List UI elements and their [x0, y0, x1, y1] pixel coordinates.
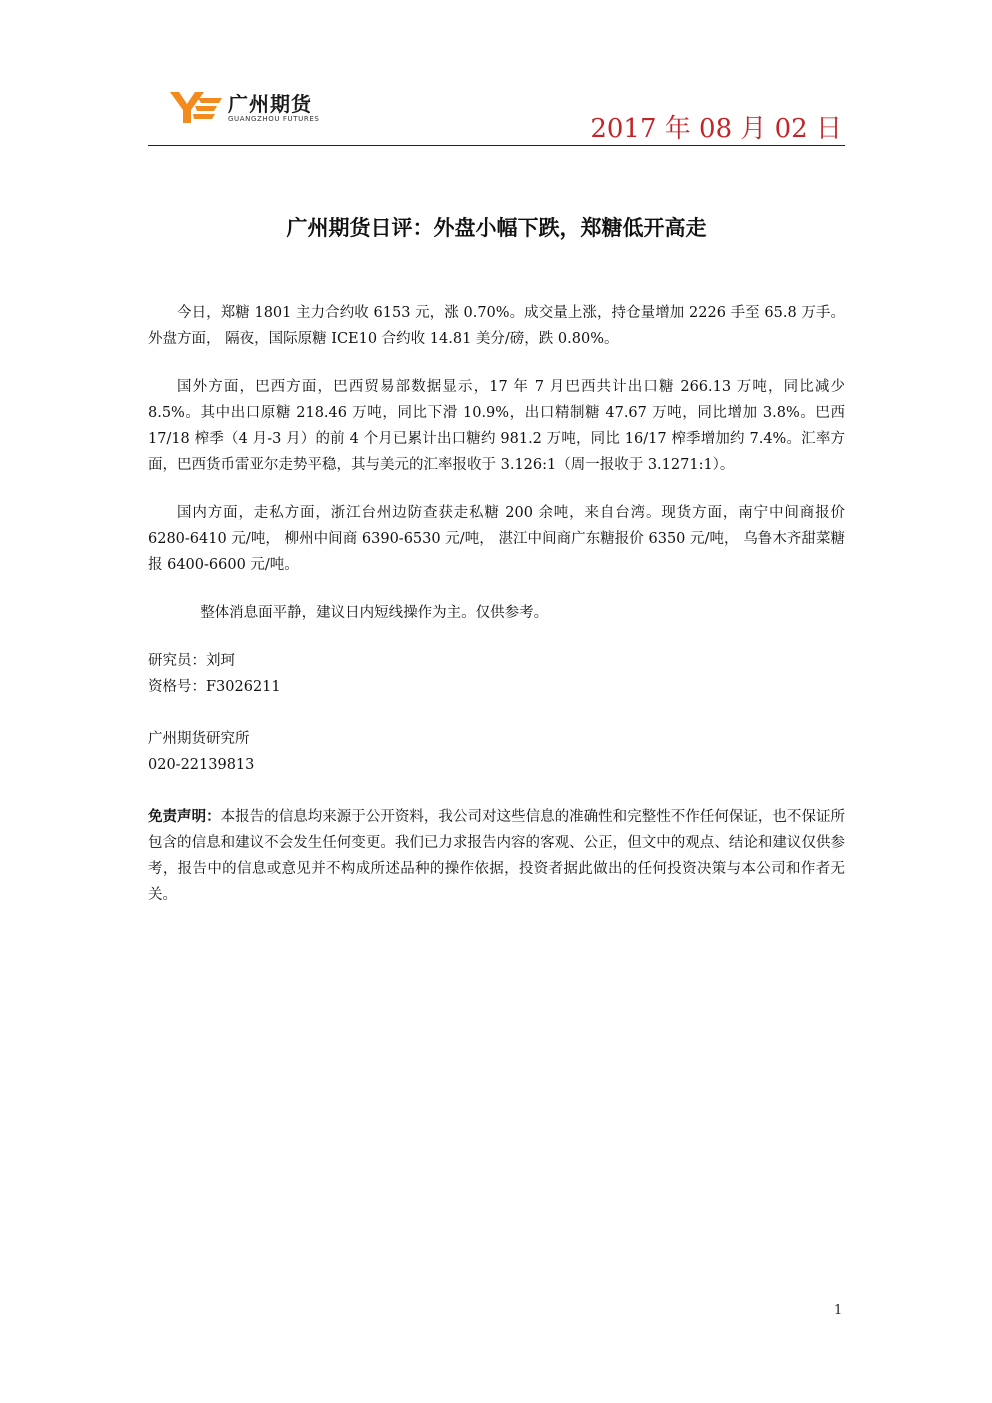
- yf-logo-icon: [170, 90, 222, 124]
- company-logo: [170, 88, 360, 126]
- report-date: 2017 年 08 月 02 日: [590, 114, 842, 144]
- page-number: 1: [834, 1303, 843, 1318]
- license-number: 资格号：F3026211: [148, 679, 281, 695]
- paragraph-international: 国外方面，巴西方面，巴西贸易部数据显示，17 年 7 月巴西共计出口糖 266.13 万吨，同比减少 8.5%。其中出口原糖 218.46 万吨，同比下滑 10.9%，出口精制糖 47.67 万吨，同比增加 3.8%。巴西 17/18 榨季（4 月-3 月）的前 4 个月已累计出口糖约 981.2 万吨，同比 16/17 榨季增加约 7.4%。汇率方面，巴西货币雷亚尔走势平稳，其与美元的汇率报收于 3.126:1（周一报收于 3.1271:1）。: [148, 379, 845, 473]
- paragraph-domestic: 国内方面，走私方面，浙江台州边防查获走私糖 200 余吨，来自台湾。现货方面，南宁中间商报价 6280-6410 元/吨， 柳州中间商 6390-6530 元/吨， 湛江中间商广东糖报价 6350 元/吨， 乌鲁木齐甜菜糖报 6400-6600 元/吨。: [148, 505, 845, 573]
- institute-info: [148, 726, 845, 778]
- researcher-info: [148, 648, 845, 700]
- logo-text: 广州期货: [228, 92, 312, 116]
- logo-subtext: GUANGZHOU FUTURES: [228, 115, 320, 123]
- header-divider: [148, 145, 845, 146]
- document-title: 广州期货日评：外盘小幅下跌，郑糖低开高走: [286, 216, 707, 240]
- institute-phone: 020-22139813: [148, 757, 255, 773]
- researcher-name: 研究员：刘珂: [148, 653, 235, 669]
- paragraph-summary: 整体消息面平静，建议日内短线操作为主。仅供参考。: [200, 605, 549, 621]
- paragraph-market: 今日，郑糖 1801 主力合约收 6153 元，涨 0.70%。成交量上涨，持仓量增加 2226 手至 65.8 万手。外盘方面， 隔夜，国际原糖 ICE10 合约收 14.81 美分/磅，跌 0.80%。: [148, 305, 845, 347]
- institute-name: 广州期货研究所: [148, 731, 250, 747]
- disclaimer-label: 免责声明：: [148, 809, 221, 825]
- disclaimer: [148, 804, 845, 908]
- document-body: [148, 300, 845, 908]
- disclaimer-text: 本报告的信息均来源于公开资料，我公司对这些信息的准确性和完整性不作任何保证，也不保证所包含的信息和建议不会发生任何变更。我们已力求报告内容的客观、公正，但文中的观点、结论和建议仅供参考，报告中的信息或意见并不构成所述品种的操作依据，投资者据此做出的任何投资决策与本公司和作者无关。: [148, 809, 845, 903]
